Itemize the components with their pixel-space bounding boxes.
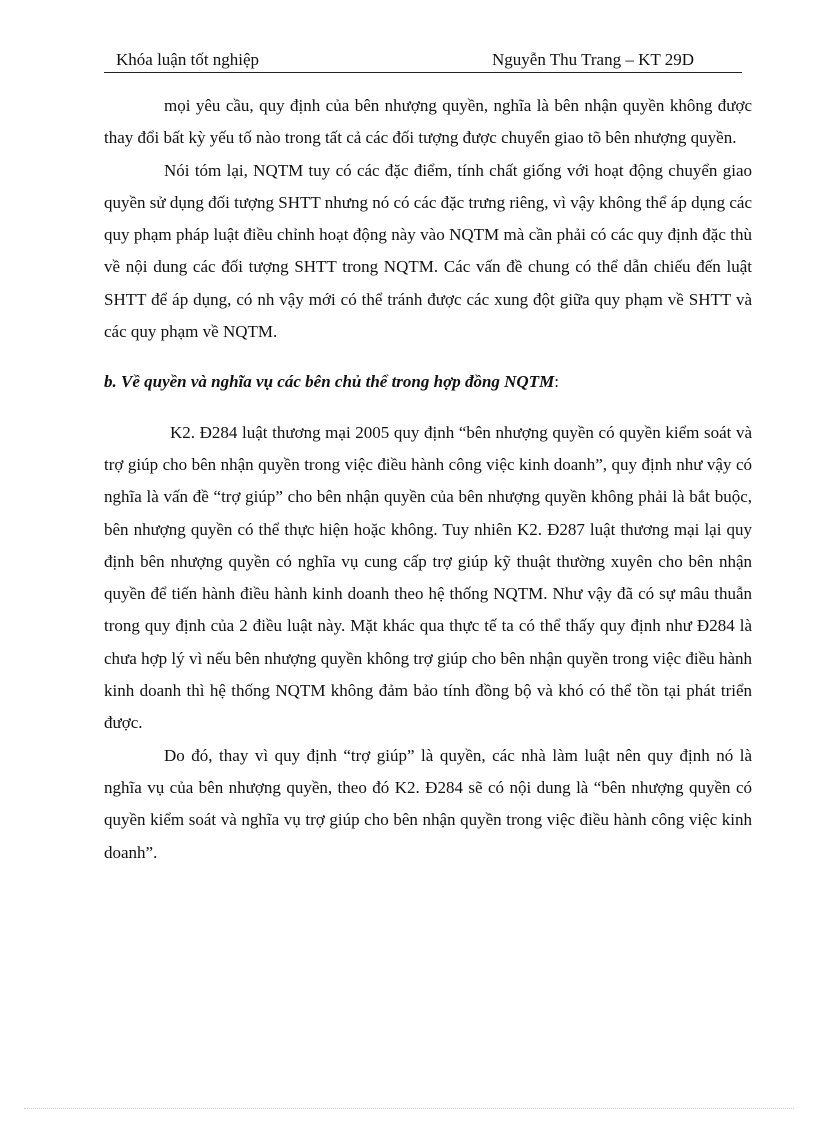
section-heading-colon: : [554,372,559,392]
header-author: Nguyễn Thu Trang – KT 29D [492,50,694,69]
paragraph-analysis: K2. Đ284 luật thương mại 2005 quy định “bên nhượng quyền có quyền kiểm soát và trợ giúp cho bên nhận quyền trong việc điều hành công việc kinh doanh”, quy định như vậy có nghĩa là vấn đề “trợ giúp” cho bên nhận quyền của bên nhượng quyền không phải là bắt buộc, bên nhượng quyền có thể thực hiện hoặc không. Tuy nhiên K2. Đ287 luật thương mại lại quy định bên nhượng quyền có nghĩa vụ cung cấp trợ giúp kỹ thuật thường xuyên cho bên nhận quyền để tiến hành điều hành kinh doanh theo hệ thống NQTM. Như vậy đã có sự mâu thuẫn trong quy định của 2 điều luật này. Mặt khác qua thực tế ta có thể thấy quy định như Đ284 là chưa hợp lý vì nếu bên nhượng quyền không trợ giúp cho bên nhận quyền trong việc điều hành kinh doanh thì hệ thống NQTM không đảm bảo tính đồng bộ và khó có thể tồn tại phát triển được. [104,422,752,733]
page-header [104,50,742,73]
section-heading-text: b. Về quyền và nghĩa vụ các bên chủ thể trong hợp đồng NQTM [104,372,555,392]
header-thesis-title: Khóa luận tốt nghiệp [116,50,260,69]
paragraph-summary: Nói tóm lại, NQTM tuy có các đặc điểm, tính chất giống với hoạt động chuyển giao quyền sử dụng đối tượng SHTT nhưng nó có các đặc trưng riêng, vì vậy không thể áp dụng các quy phạm pháp luật điều chỉnh hoạt động này vào NQTM mà cần phải có các quy định đặc thù về nội dung các đối tượng SHTT trong NQTM. Các vấn đề chung có thể dẫn chiếu đến luật SHTT để áp dụng, có nh vậy mới có thể tránh được các xung đột giữa quy phạm về SHTT và các quy phạm về NQTM. [104,160,752,342]
paragraph-proposal: Do đó, thay vì quy định “trợ giúp” là quyền, các nhà làm luật nên quy định nó là nghĩa vụ của bên nhượng quyền, theo đó K2. Đ284 sẽ có nội dung là “bên nhượng quyền có quyền kiểm soát và nghĩa vụ trợ giúp cho bên nhận quyền trong việc điều hành công việc kinh doanh”. [104,745,752,862]
section-heading [104,366,752,398]
paragraph-continuation: mọi yêu cầu, quy định của bên nhượng quyền, nghĩa là bên nhận quyền không được thay đổi bất kỳ yếu tố nào trong tất cả các đối tượng được chuyển giao tõ bên nhượng quyền. [104,96,752,148]
document-body [104,90,752,869]
page-bottom-border [24,1108,794,1109]
